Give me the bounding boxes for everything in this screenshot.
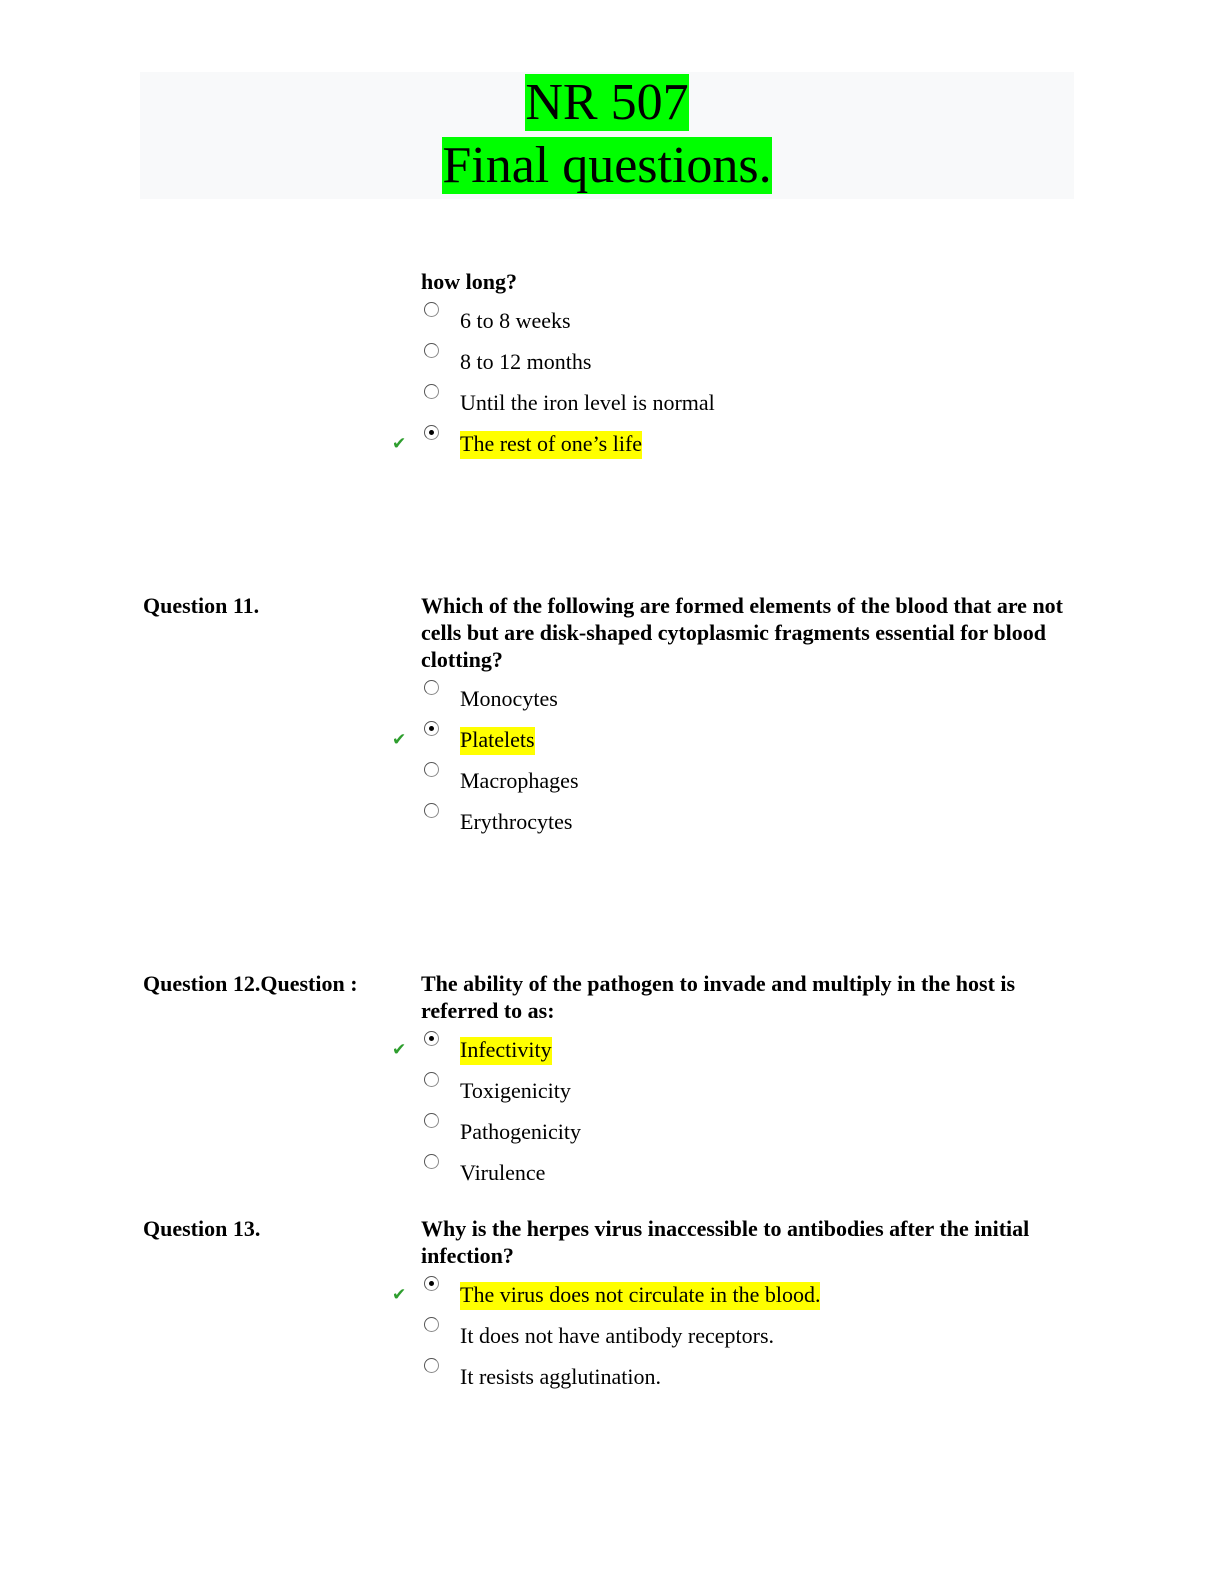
- checkmark-icon: ✔: [392, 434, 407, 454]
- radio-button-icon[interactable]: [424, 302, 439, 317]
- answer-text: Erythrocytes: [460, 809, 573, 834]
- answer-options: [0, 308, 1224, 472]
- answer-text: It does not have antibody receptors.: [460, 1323, 775, 1348]
- radio-button-icon[interactable]: [424, 343, 439, 358]
- answer-text: Until the iron level is normal: [460, 390, 715, 415]
- document-header: [140, 72, 1074, 199]
- answer-text: Virulence: [460, 1160, 546, 1185]
- answer-option[interactable]: [0, 1364, 1224, 1405]
- checkmark-icon: ✔: [392, 1040, 407, 1060]
- answer-option-correct[interactable]: [0, 1282, 1224, 1323]
- answer-text-correct: Infectivity: [460, 1037, 552, 1065]
- question-text: Why is the herpes virus inaccessible to antibodies after the initial infection?: [421, 1216, 1030, 1268]
- title-line-2: [140, 135, 1074, 197]
- answer-text: Toxigenicity: [460, 1078, 571, 1103]
- radio-button-icon[interactable]: [424, 803, 439, 818]
- answer-text: It resists agglutination.: [460, 1364, 662, 1389]
- answer-text: Monocytes: [460, 686, 558, 711]
- answer-option-correct[interactable]: [0, 727, 1224, 768]
- answer-text: Macrophages: [460, 768, 579, 793]
- radio-button-icon[interactable]: [424, 680, 439, 695]
- radio-button-icon[interactable]: [424, 1358, 439, 1373]
- checkmark-icon: ✔: [392, 730, 407, 750]
- answer-text: 6 to 8 weeks: [460, 308, 571, 333]
- title-course-code: NR 507: [525, 74, 689, 131]
- answer-option[interactable]: [0, 1160, 1224, 1201]
- radio-button-icon[interactable]: [424, 1154, 439, 1169]
- question-text: how long?: [421, 269, 517, 294]
- radio-button-icon[interactable]: [424, 384, 439, 399]
- checkmark-icon: ✔: [392, 1285, 407, 1305]
- answer-text: 8 to 12 months: [460, 349, 592, 374]
- answer-option[interactable]: [0, 1078, 1224, 1119]
- answer-options: [0, 686, 1224, 850]
- answer-option[interactable]: [0, 686, 1224, 727]
- title-subtitle: Final questions.: [442, 137, 772, 194]
- answer-option[interactable]: [0, 768, 1224, 809]
- answer-option[interactable]: [0, 349, 1224, 390]
- radio-button-selected-icon[interactable]: [424, 1031, 439, 1046]
- answer-option-correct[interactable]: [0, 1037, 1224, 1078]
- answer-option[interactable]: [0, 1119, 1224, 1160]
- answer-options: [0, 1037, 1224, 1201]
- answer-option[interactable]: [0, 809, 1224, 850]
- answer-options: [0, 1282, 1224, 1405]
- answer-text-correct: The rest of one’s life: [460, 431, 642, 459]
- answer-option[interactable]: [0, 1323, 1224, 1364]
- answer-text-correct: Platelets: [460, 727, 535, 755]
- title-line-1: [140, 72, 1074, 134]
- answer-text: Pathogenicity: [460, 1119, 581, 1144]
- question-text: Which of the following are formed elements of the blood that are not cells but are disk-shaped cytoplasmic fragments essential for blood clotting?: [421, 593, 1064, 672]
- radio-button-icon[interactable]: [424, 1072, 439, 1087]
- answer-option-correct[interactable]: [0, 431, 1224, 472]
- answer-option[interactable]: [0, 308, 1224, 349]
- radio-button-icon[interactable]: [424, 762, 439, 777]
- radio-button-icon[interactable]: [424, 1113, 439, 1128]
- question-text: The ability of the pathogen to invade and multiply in the host is referred to as:: [421, 971, 1016, 1023]
- radio-button-icon[interactable]: [424, 1317, 439, 1332]
- radio-button-selected-icon[interactable]: [424, 721, 439, 736]
- radio-button-selected-icon[interactable]: [424, 1276, 439, 1291]
- question-label: Question 13.: [143, 1216, 261, 1241]
- question-label: Question 11.: [143, 593, 260, 618]
- radio-button-selected-icon[interactable]: [424, 425, 439, 440]
- answer-text-correct: The virus does not circulate in the blood.: [460, 1282, 820, 1310]
- question-label: Question 12.Question :: [143, 971, 358, 996]
- answer-option[interactable]: [0, 390, 1224, 431]
